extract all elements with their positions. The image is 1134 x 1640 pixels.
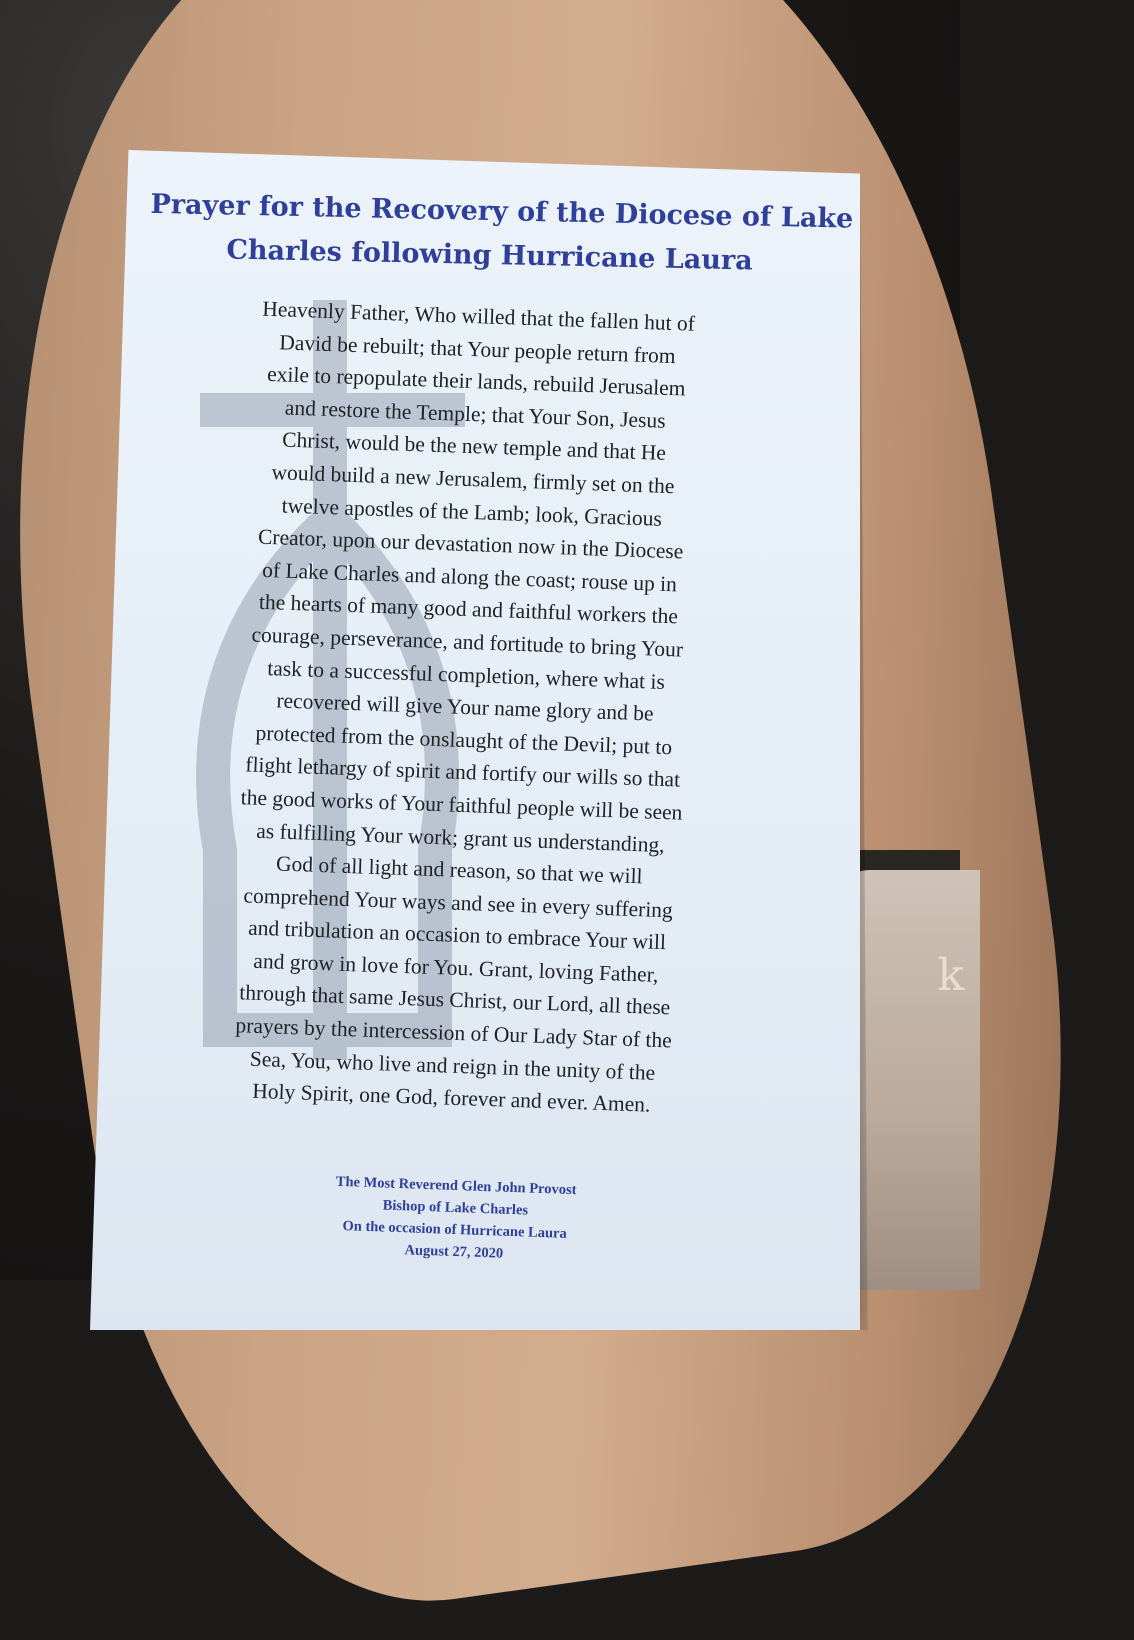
prayer-line: Christ, would be the new temple and that He	[281, 427, 667, 466]
prayer-line: recovered will give Your name glory and be	[276, 688, 654, 726]
title-line: Prayer for the Recovery of the Diocese of Lake	[150, 188, 854, 235]
bag-logo: k	[937, 950, 964, 1001]
signature-line: On the occasion of Hurricane Laura	[342, 1218, 567, 1242]
prayer-line: and grow in love for You. Grant, loving Father,	[253, 948, 659, 987]
prayer-line: Creator, upon our devastation now in the Diocese	[257, 524, 684, 564]
prayer-line: Holy Spirit, one God, forever and ever. Amen.	[251, 1079, 651, 1117]
prayer-line: would build a new Jerusalem, firmly set on the	[271, 460, 675, 499]
prayer-line: flight lethargy of spirit and fortify our wills so that	[244, 752, 681, 792]
prayer-line: through that same Jesus Christ, our Lord, all these	[238, 980, 671, 1020]
prayer-line: as fulfilling Your work; grant us understanding,	[255, 818, 665, 857]
prayer-line: task to a successful completion, where what is	[267, 655, 666, 694]
prayer-line: God of all light and reason, so that we will	[275, 851, 643, 889]
prayer-line: twelve apostles of the Lamb; look, Gracious	[281, 493, 663, 531]
prayer-title	[149, 183, 854, 285]
prayer-line: Heavenly Father, Who willed that the fallen hut of	[261, 296, 696, 336]
prayer-line: exile to repopulate their lands, rebuild Jerusalem	[266, 362, 686, 401]
signature-line: Bishop of Lake Charles	[382, 1197, 529, 1219]
prayer-text	[151, 290, 779, 1125]
prayer-line: of Lake Charles and along the coast; rouse up in	[261, 557, 678, 597]
prayer-line: the good works of Your faithful people will be seen	[240, 785, 683, 825]
signature-line: August 27, 2020	[404, 1242, 504, 1262]
prayer-line: comprehend Your ways and see in every suffering	[243, 883, 674, 923]
prayer-line: prayers by the intercession of Our Lady Star of the	[235, 1013, 673, 1053]
prayer-line: and tribulation an occasion to embrace Your will	[247, 915, 667, 955]
prayer-line: the hearts of many good and faithful workers the	[258, 590, 679, 629]
prayer-line: David be rebuilt; that Your people return from	[278, 329, 677, 368]
title-line: Charles following Hurricane Laura	[226, 234, 753, 277]
prayer-line: and restore the Temple; that Your Son, Jesus	[284, 395, 666, 433]
prayer-line: courage, perseverance, and fortitude to bring Your	[251, 622, 684, 662]
signature-line: The Most Reverend Glen John Provost	[335, 1173, 577, 1199]
prayer-line: Sea, You, who live and reign in the unity of the	[249, 1046, 656, 1085]
prayer-line: protected from the onslaught of the Devil; put to	[255, 720, 673, 759]
bishop-signature-block	[264, 1168, 647, 1269]
